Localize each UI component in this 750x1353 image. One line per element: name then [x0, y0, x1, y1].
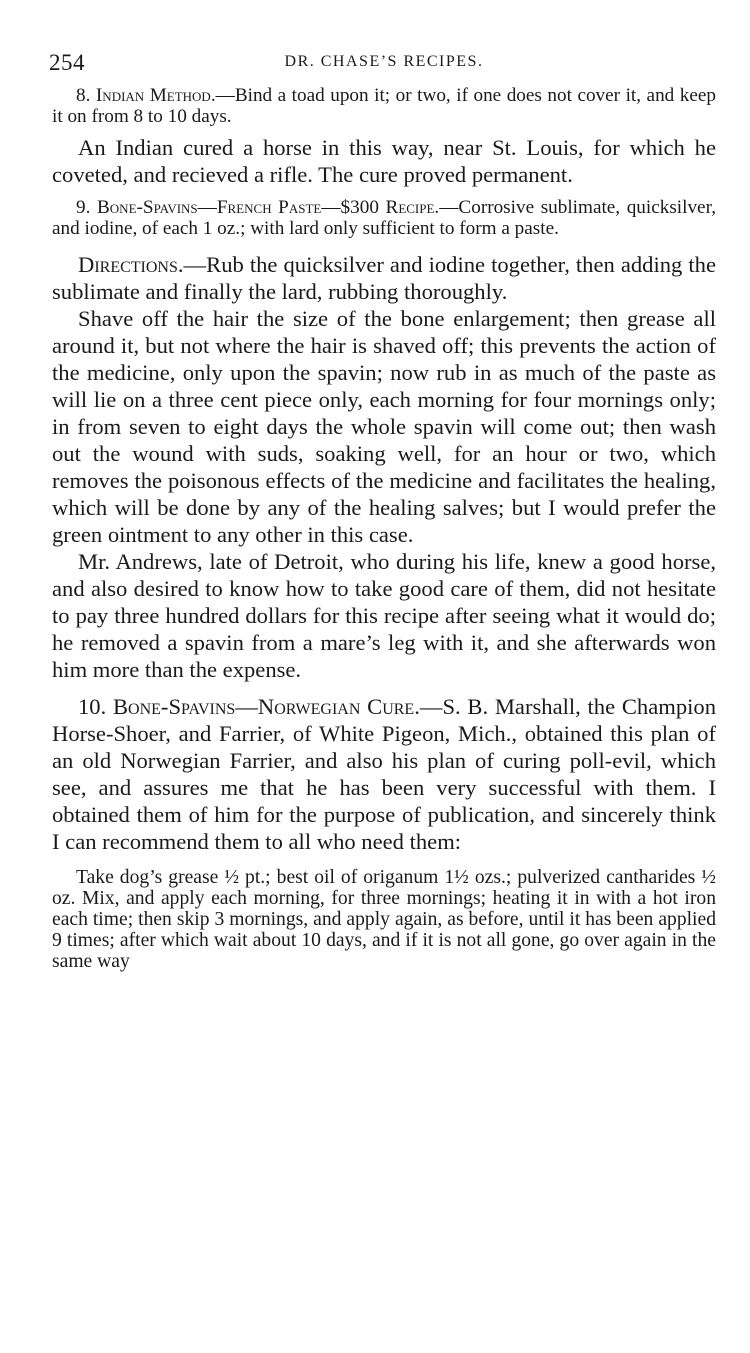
- paragraph-andrews-testimony: Mr. Andrews, late of Detroit, who during his life, knew a good horse, and also desired to know how to take good care of them, did not hesitate to pay three hundred dollars for this recipe after seeing what it would do; he removed a spavin from a mare’s leg with it, and she afterwards won him more than the expense.: [52, 549, 716, 682]
- recipe-8-indian-method: [52, 86, 716, 127]
- directions-heading: Directions.: [78, 252, 184, 277]
- recipe-body: —S. B. Marshall, the Champion Horse-Shoer, and Farrier, of White Pigeon, Mich., obtained this plan of an old Norwegian Farrier, and also his plan of curing poll-evil, which see, and assures me that he has been very successful with them. I obtained them of him for the purpose of publication, and sincerely think I can recommend them to all who need them:: [52, 694, 716, 854]
- paragraph-indian-anecdote: An Indian cured a horse in this way, near St. Louis, for which he coveted, and recieved a rifle. The cure proved permanent.: [52, 135, 716, 187]
- book-page: [49, 50, 717, 972]
- page-number: 254: [49, 50, 85, 75]
- page-header: [49, 50, 716, 86]
- recipe-10-norwegian-cure: [52, 693, 716, 855]
- paragraph-application: Shave off the hair the size of the bone enlargement; then grease all around it, but not where the hair is shaved off; this prevents the action of the medicine, only upon the spavin; now rub in as much of the paste as will lie on a three cent piece only, each morning for four mornings only; in from seven to eight days the whole spavin will come out; then wash out the wound with suds, soaking well, for an hour or two, which removes the poisonous effects of the medicine and facilitates the healing, which will be done by any of the healing salves; but I would prefer the green ointment to any other in this case.: [52, 306, 716, 547]
- paragraph-norwegian-recipe: Take dog’s grease ½ pt.; best oil of origanum 1½ ozs.; pulverized cantharides ½ oz. Mix, and apply each morning, for three mornings; heating it in with a hot iron each time; then skip 3 mornings, and apply again, as before, until it has been applied 9 times; after which wait about 10 days, and if it is not all gone, go over again in the same way: [52, 867, 716, 972]
- recipe-body: —Bind a toad upon it; or two, if one does not cover it, and keep it on from 8 to 10 days.: [52, 85, 717, 127]
- recipe-heading: Indian Method.: [95, 85, 216, 106]
- running-title: DR. CHASE’S RECIPES.: [284, 53, 484, 70]
- recipe-number: 10.: [78, 694, 107, 719]
- recipe-body: —Corrosive sublimate, quicksilver, and iodine, of each 1 oz.; with lard only sufficient to form a paste.: [52, 197, 716, 239]
- recipe-9-french-paste: [52, 198, 716, 239]
- recipe-number: 8.: [76, 85, 91, 106]
- recipe-heading: Bone-Spavins—French Paste—$300 Recipe.: [97, 197, 440, 218]
- paragraph-directions: [52, 251, 716, 305]
- recipe-number: 9.: [76, 197, 91, 218]
- directions-body: —Rub the quicksilver and iodine together, then adding the sublimate and finally the lard, rubbing thoroughly.: [52, 252, 716, 304]
- recipe-heading: Bone-Spavins—Norwegian Cure.: [112, 694, 420, 719]
